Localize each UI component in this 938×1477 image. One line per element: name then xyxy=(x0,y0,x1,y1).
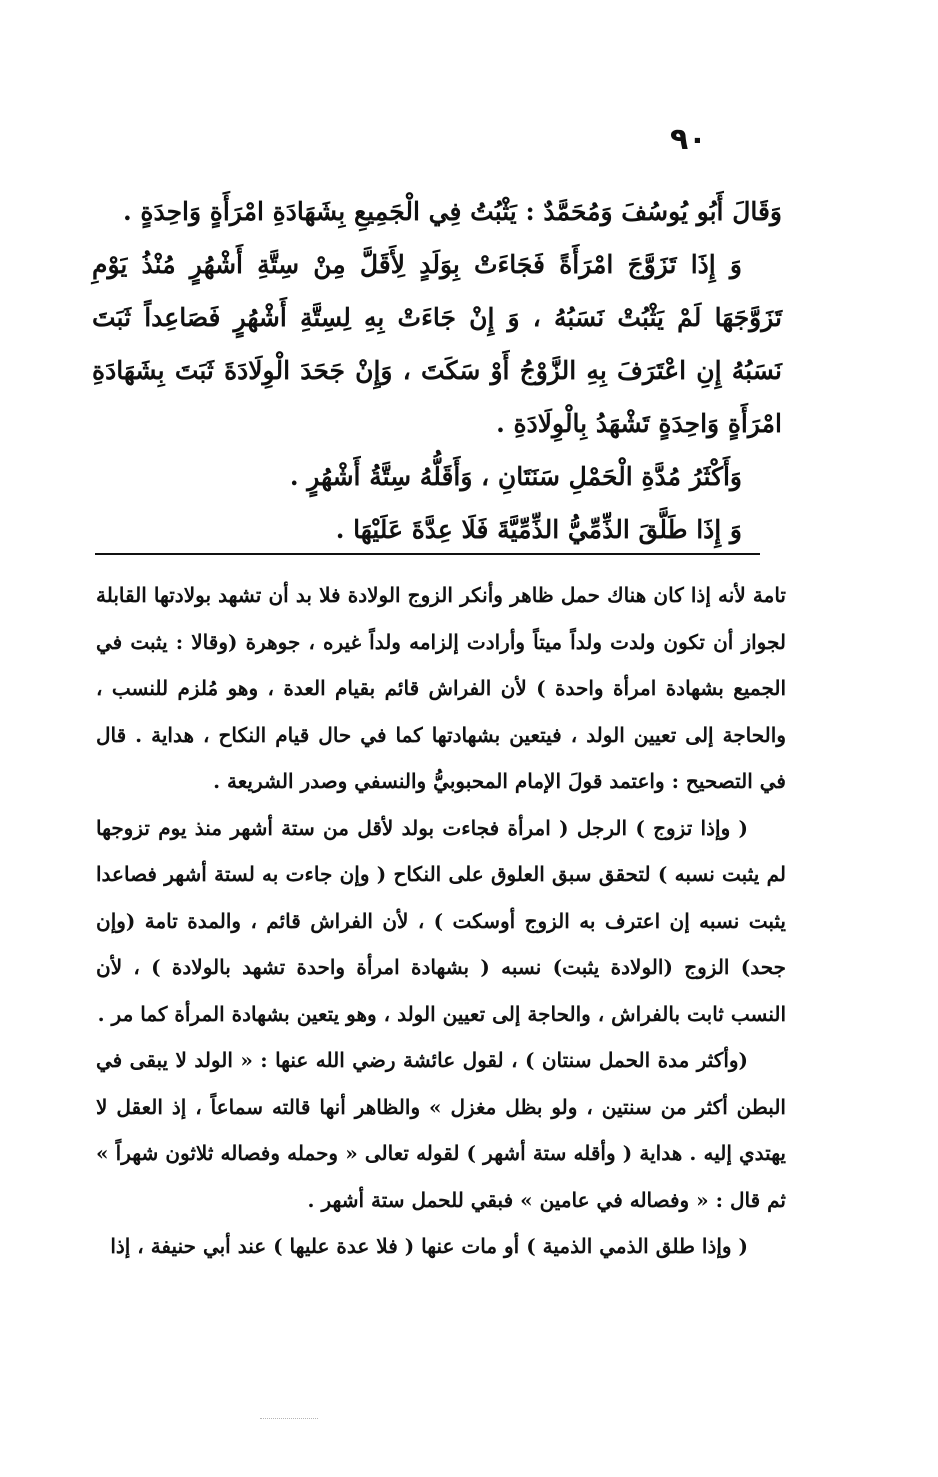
commentary-paragraph: (وأكثر مدة الحمل سنتان ) ، لقول عائشة رضي الله عنها : « الولد لا يبقى في البطن أكثر من سنتين ، ولو بظل مغزل » والظاهر أنها قالته سماعاً ، إذ العقل لا يهتدي إليه . هداية ( وأقله ستة أشهر ) لقوله تعالى « وحمله وفصاله ثلاثون شهراً » ثم قال : « وفصاله في عامين » فبقي للحمل ستة أشهر . xyxy=(96,1048,786,1212)
page-number: ٩٠ xyxy=(670,122,707,157)
commentary-paragraph: ( وإذا تزوج ) الرجل ( امرأة فجاءت بولد لأقل من ستة أشهر منذ يوم تزوجها لم يثبت نسبه ) لتحقق سبق العلوق على النكاح ( وإن جاءت به لستة أشهر فصاعدا يثبت نسبه إن اعترف به الزوج أوسكت ) ، لأن الفراش قائم ، والمدة تامة (وإن جحد) الزوج (الولادة يثبت) نسبه ( بشهادة امرأة واحدة تشهد بالولادة ) ، لأن النسب ثابت بالفراش ، والحاجة إلى تعيين الولد ، وهو يتعين بشهادة المرأة كما مر . xyxy=(96,815,786,1026)
matn-line: وَ إِذَا تَزَوَّجَ امْرَأَةً فَجَاءَتْ بِوَلَدٍ لِأَقَلَّ مِنْ سِتَّةِ أَشْهُرٍ مُنْذُ يَوْمِ تَزَوَّجَهَا لَمْ يَثْبُتْ نَسَبُهُ ، وَ إِنْ جَاءَتْ بِهِ لِسِتَّةِ أَشْهُرٍ فَصَاعِداً ثَبَتَ نَسَبُهُ إِنِ اعْتَرَفَ بِهِ الزَّوْجُ أَوْ سَكَتَ ، وَإِنْ جَحَدَ الْوِلَادَةَ ثَبَتَ بِشَهَادَةِ امْرَأَةٍ وَاحِدَةٍ تَشْهَدُ بِالْوِلَادَةِ . xyxy=(92,250,782,438)
matn-line: وَأَكْثَرُ مُدَّةِ الْحَمْلِ سَنَتَانِ ، وَأَقَلُّهُ سِتَّةُ أَشْهُرٍ . xyxy=(289,462,742,491)
scan-artifact xyxy=(260,1418,318,1419)
commentary-paragraph: تامة لأنه إذا كان هناك حمل ظاهر وأنكر الزوج الولادة فلا بد أن تشهد بولادتها القابلة لجواز أن تكون ولدت ولداً ميتاً وأرادت إلزامه ولداً غيره ، جوهرة (وقالا : يثبت في الجميع بشهادة امرأة واحدة ) لأن الفراش قائم بقيام العدة ، وهو مُلزم للنسب ، والحاجة إلى تعيين الولد ، فيتعين بشهادتها كما في حال قيام النكاح ، هداية . قال في التصحيح : واعتمد قولَ الإمام المحبوبيُّ والنسفي وصدر الشريعة . xyxy=(96,583,786,793)
commentary-paragraph: ( وإذا طلق الذمي الذمية ) أو مات عنها ( فلا عدة عليها ) عند أبي حنيفة ، إذا xyxy=(110,1234,748,1258)
commentary-text-block xyxy=(96,572,786,1270)
section-divider xyxy=(95,553,760,555)
matn-text-block xyxy=(92,185,782,556)
matn-line: وَ إِذَا طَلَّقَ الذِّمِّيُّ الذِّمِّيَّةَ فَلَا عِدَّةَ عَلَيْهَا . xyxy=(335,515,742,544)
matn-line: وَقَالَ أَبُو يُوسُفَ وَمُحَمَّدٌ : يَثْبُتُ فِي الْجَمِيعِ بِشَهَادَةِ امْرَأَةٍ وَاحِدَةٍ . xyxy=(122,197,782,226)
